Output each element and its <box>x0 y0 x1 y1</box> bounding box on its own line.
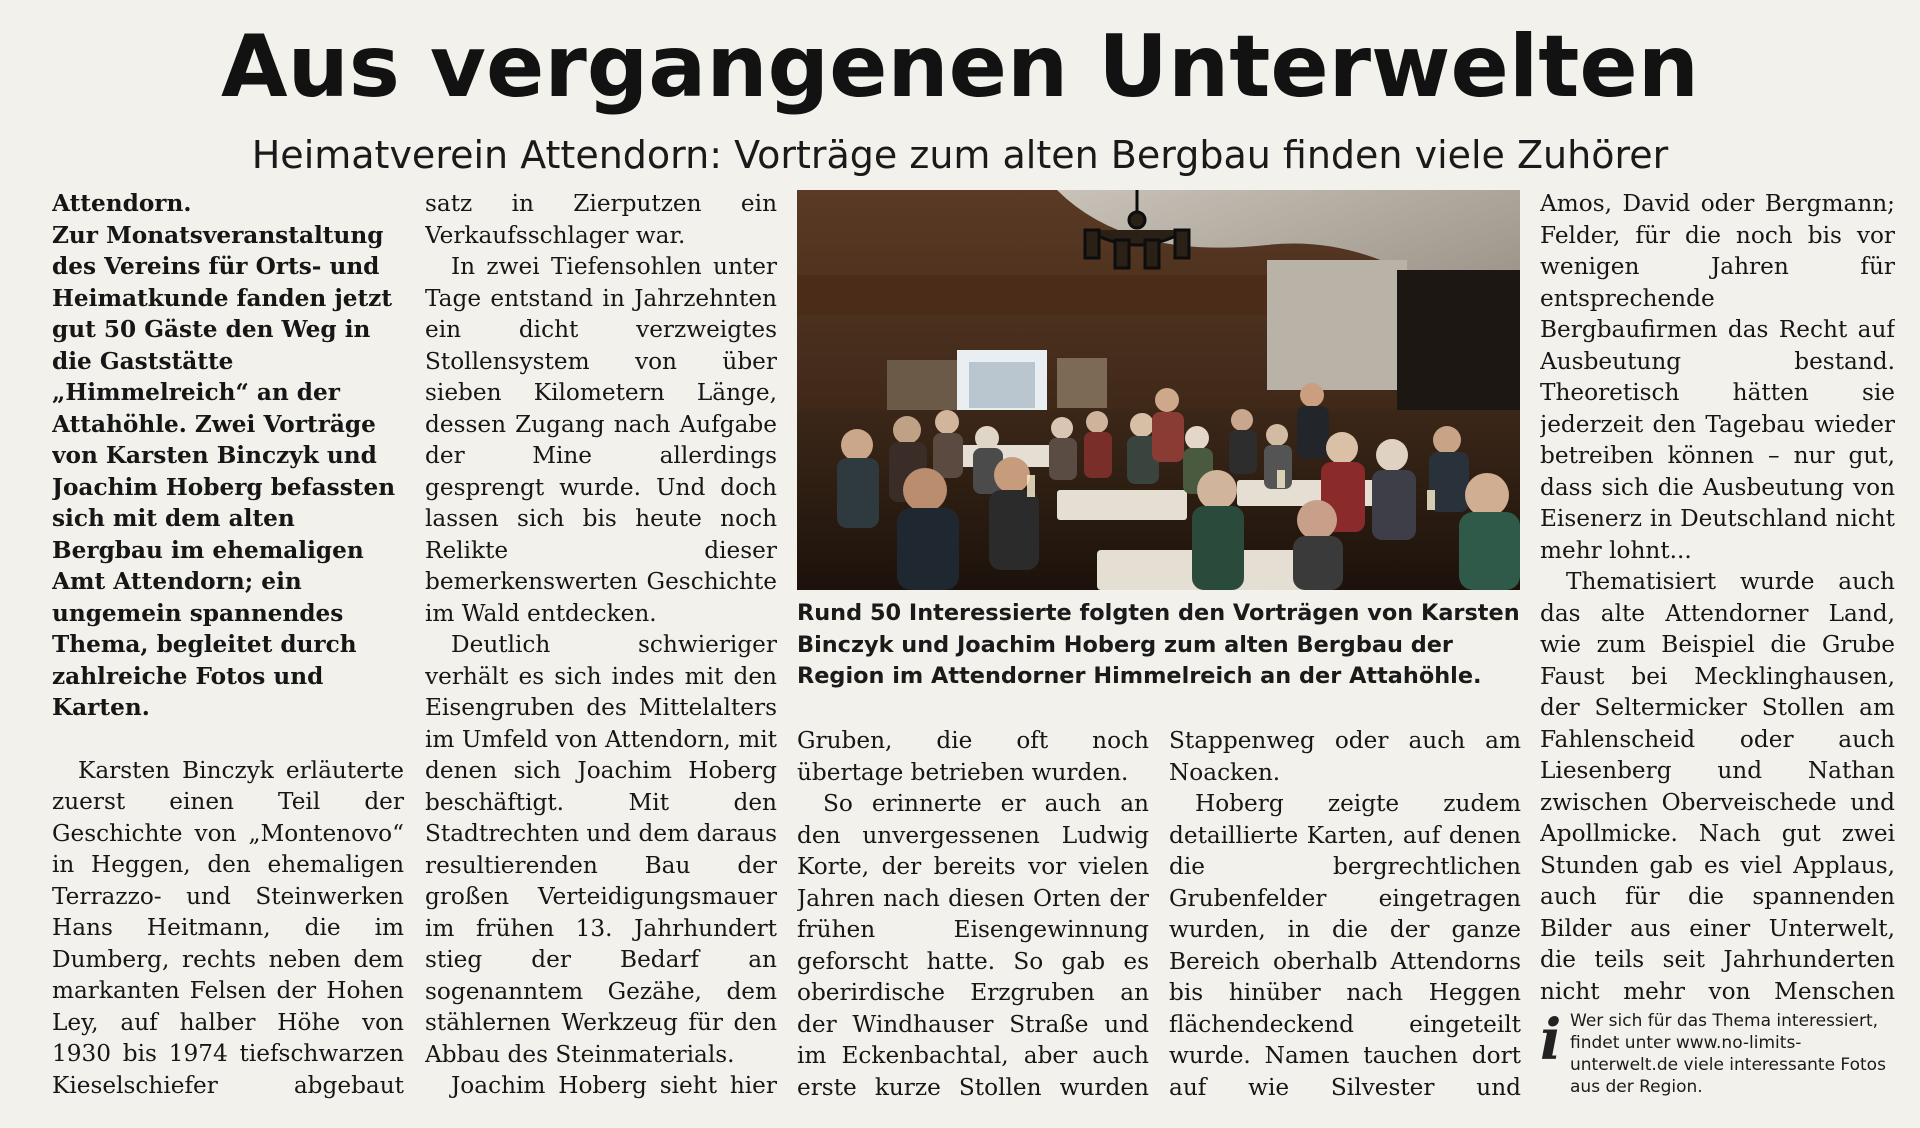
lead-text: Zur Monatsveranstaltung des Vereins für Orts- und Heimatkunde fanden jetzt gut 50 Gäste den Weg in die Gaststätte „Himmelreich“ an der Attahöhle. Zwei Vorträge von Karsten Binczyk und Joachim Hoberg befassten sich mit dem alten Bergbau im ehemaligen Amt Attendorn; ein ungemein spannendes Thema, begleitet durch zahlreiche Fotos und Karten. <box>52 221 396 721</box>
column-4 <box>1169 725 1521 1105</box>
info-icon: i <box>1540 1007 1562 1073</box>
body-paragraph: Deutlich schwieriger verhält es sich indes mit den Eisengruben des Mittelalters im Umfeld von Attendorn, mit denen sich Joachim Hoberg beschäftigt. Mit den Stadtrechten und dem daraus resultierenden Bau der großen Verteidigungsmauer im frühen 13. Jahrhundert stieg der Bedarf an sogenanntem Gezähe, dem stählernen Werkzeug für den Abbau des Steinmaterials. <box>425 631 777 1068</box>
photo-caption: Rund 50 Interessierte folgten den Vorträgen von Karsten Binczyk und Joachim Hoberg zum alten Bergbau der Region im Attendorner Himmelreich an der Attahöhle. <box>797 600 1520 689</box>
column-2 <box>425 188 777 1103</box>
body-paragraph: Joachim Hoberg sieht hier <box>451 1072 777 1099</box>
column-3 <box>797 725 1149 1105</box>
body-paragraph: Gruben, die oft noch übertage betrieben wurden. <box>797 727 1149 786</box>
photo-illustration <box>797 190 1520 590</box>
headline: Aus vergangenen Unterwelten <box>221 17 1699 117</box>
column-1 <box>52 188 404 1103</box>
column-5 <box>1540 188 1895 1008</box>
body-paragraph: Karsten Binczyk erläuterte zuerst einen Teil der Geschichte von „Montenovo“ in Heggen, den ehemaligen Terrazzo- und Steinwerken Hans Heitmann, die im Dumberg, rechts neben dem markanten Felsen der Hohen Ley, auf halber Höhe von 1930 bis 1974 tiefschwarzen Kieselschiefer abgebaut <box>52 756 404 1099</box>
body-paragraph: Stappenweg oder auch am Noacken. <box>1169 727 1521 786</box>
subheadline: Heimatverein Attendorn: Vorträge zum alten Bergbau finden viele Zuhörer <box>251 133 1669 177</box>
body-paragraph: satz in Zierputzen ein Verkaufsschlager war. <box>425 190 777 249</box>
info-box <box>1540 1008 1900 1108</box>
body-paragraph: In zwei Tiefensohlen unter Tage entstand in Jahrzehnten ein dicht verzweigtes Stollensystem von über sieben Kilometern Länge, dessen Zugang nach Aufgabe der Mine allerdings gesprengt wurde. Und doch lassen sich bis heute noch Relikte dieser bemerkenswerten Geschichte im Wald entdecken. <box>425 253 777 627</box>
info-text: Wer sich für das Thema interessiert, findet unter www.no-limits-unterwelt.de viele interessante Fotos aus der Region. <box>1570 1011 1886 1097</box>
body-paragraph: Thematisiert wurde auch das alte Attendorner Land, wie zum Beispiel die Grube Faust bei Mecklinghausen, der Seltermicker Stollen am Fahlenscheid oder auch Liesenberg und Nathan zwischen Oberveischede und Apollmicke. Nach gut zwei Stunden gab es viel Applaus, auch für die spannenden Bilder aus einer Unterwelt, die teils seit Jahrhunderten nicht mehr von Menschen <box>1540 568 1895 1005</box>
event-photo <box>797 190 1520 590</box>
dateline: Attendorn. <box>52 190 192 217</box>
body-paragraph: So erinnerte er auch an den unvergessenen Ludwig Korte, der bereits vor vielen Jahren nach diesen Orten der frühen Eisengewinnung geforscht hatte. So gab es oberirdische Erzgruben an der Windhauser Straße und im Eckenbachtal, aber auch erste kurze Stollen wurden <box>797 790 1149 1101</box>
lead-paragraph <box>52 188 404 724</box>
body-paragraph: Hoberg zeigte zudem detaillierte Karten, auf denen die bergrechtlichen Grubenfelder eingetragen wurden, in die der ganze Bereich oberhalb Attendorns bis hinüber nach Heggen flächendeckend eingeteilt wurde. Namen tauchen dort auf wie Silvester und <box>1169 790 1521 1101</box>
body-paragraph: Amos, David oder Bergmann; Felder, für die noch bis vor wenigen Jahren für entsprechende Bergbaufirmen das Recht auf Ausbeutung bestand. Theoretisch hätten sie jederzeit den Tagebau wieder betreiben können – nur gut, dass sich die Ausbeutung von Eisenerz in Deutschland nicht mehr lohnt... <box>1540 190 1895 564</box>
